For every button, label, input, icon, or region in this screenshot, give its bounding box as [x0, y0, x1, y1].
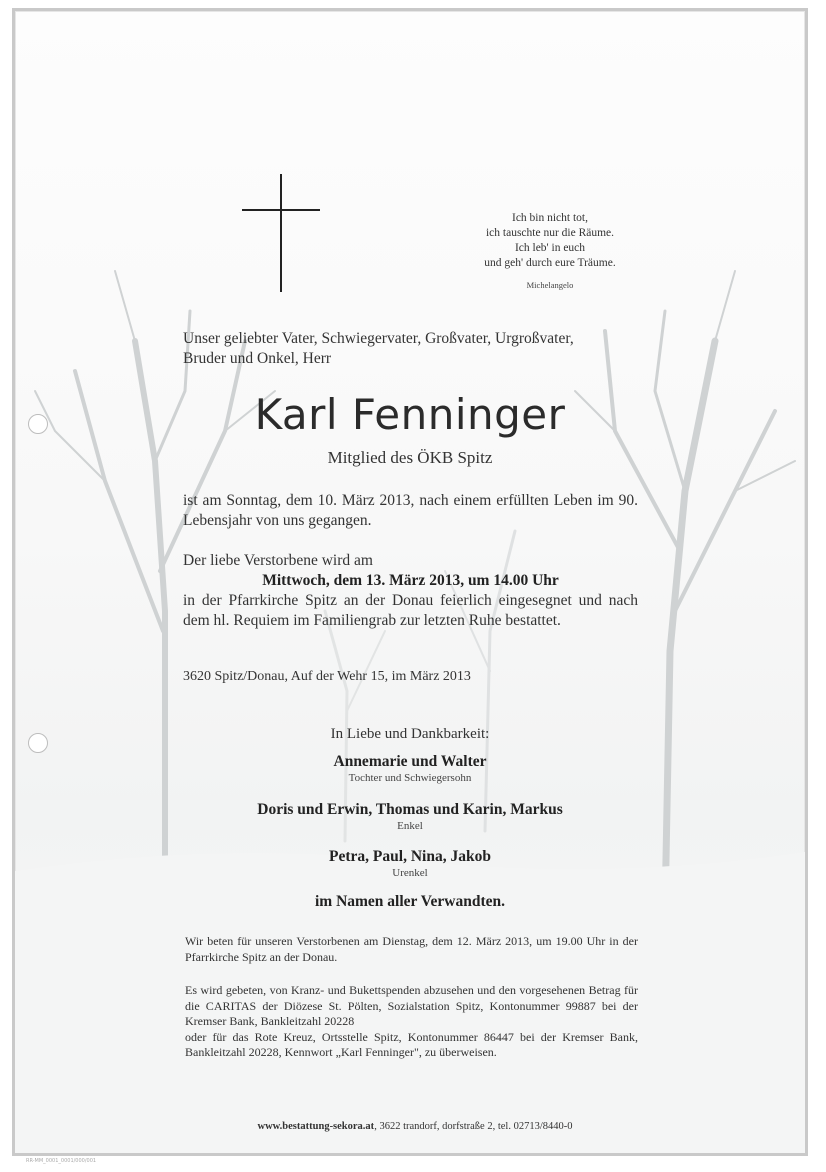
deceased-name: Karl Fenninger [254, 390, 566, 439]
funeral-intro: Der liebe Verstorbene wird am [183, 552, 373, 569]
mourner-relation: Enkel [397, 820, 423, 832]
punch-hole-top [28, 414, 48, 434]
funeral-home-footer [180, 1121, 650, 1132]
mourner-relation: Tochter und Schwiegersohn [348, 772, 472, 784]
mourners-closing: im Namen aller Verwandten. [314, 893, 505, 910]
place-and-date: 3620 Spitz/Donau, Auf der Wehr 15, im März 2013 [183, 669, 471, 684]
donation-text-1: Es wird gebeten, von Kranz- und Bukettspenden abzusehen und den vorgesehenen Betrag für die CARITAS der Diözese St. Pölten, Sozialstation Spitz, Kontonummer 99887 bei der Kremser Bank, Bankleitzahl 20228 [185, 983, 638, 1028]
mourner-group [180, 753, 640, 784]
donation-text-2: oder für das Rote Kreuz, Ortsstelle Spitz, Kontonummer 86447 bei der Kremser Bank, Bankleitzahl 20228, Kennwort „Karl Fenninger", zu überweisen. [185, 1029, 638, 1059]
mourner-names: Doris und Erwin, Thomas und Karin, Markus [257, 801, 563, 818]
quote-line: und geh' durch eure Träume. [484, 257, 616, 269]
quote-line: Ich bin nicht tot, [511, 212, 588, 224]
donation-notice [185, 983, 638, 1061]
punch-hole-bottom [28, 733, 48, 753]
prayer-notice: Wir beten für unseren Verstorbenen am Dienstag, dem 12. März 2013, um 19.00 Uhr in der Pfarrkirche Spitz an der Donau. [185, 934, 638, 964]
quote-line: ich tauschte nur die Räume. [485, 227, 615, 239]
funeral-info [183, 551, 638, 631]
intro-line-2: Bruder und Onkel, Herr [183, 350, 332, 367]
funeral-home-website[interactable]: www.bestattung-sekora.at [257, 1121, 375, 1132]
quote-author: Michelangelo [526, 280, 574, 290]
mourner-names: Petra, Paul, Nina, Jakob [329, 848, 491, 865]
quote-line: Ich leb' in euch [514, 242, 586, 254]
death-notice: ist am Sonntag, dem 10. März 2013, nach einem erfüllten Leben im 90. Lebensjahr von uns gegangen. [183, 492, 638, 529]
mourner-group [180, 801, 640, 832]
intro-line-1: Unser geliebter Vater, Schwiegervater, Großvater, Urgroßvater, [183, 330, 574, 347]
epitaph-quote [450, 211, 650, 293]
funeral-details: in der Pfarrkirche Spitz an der Donau feierlich eingesegnet und nach dem hl. Requiem im Familiengrab zur letzten Ruhe bestattet. [183, 592, 638, 629]
funeral-home-address: , 3622 trandorf, dorfstraße 2, tel. 02713/8440-0 [374, 1121, 573, 1132]
mourners-heading: In Liebe und Dankbarkeit: [330, 726, 490, 742]
mourner-group [180, 848, 640, 879]
mourner-relation: Urenkel [392, 867, 428, 879]
membership-line: Mitglied des ÖKB Spitz [327, 448, 493, 467]
intro-text [183, 329, 653, 369]
mourner-names: Annemarie und Walter [333, 753, 487, 770]
scan-mark: RR-MM_0001_0001/000/001 [26, 1158, 97, 1164]
funeral-date: Mittwoch, dem 13. März 2013, um 14.00 Uhr [262, 572, 559, 589]
